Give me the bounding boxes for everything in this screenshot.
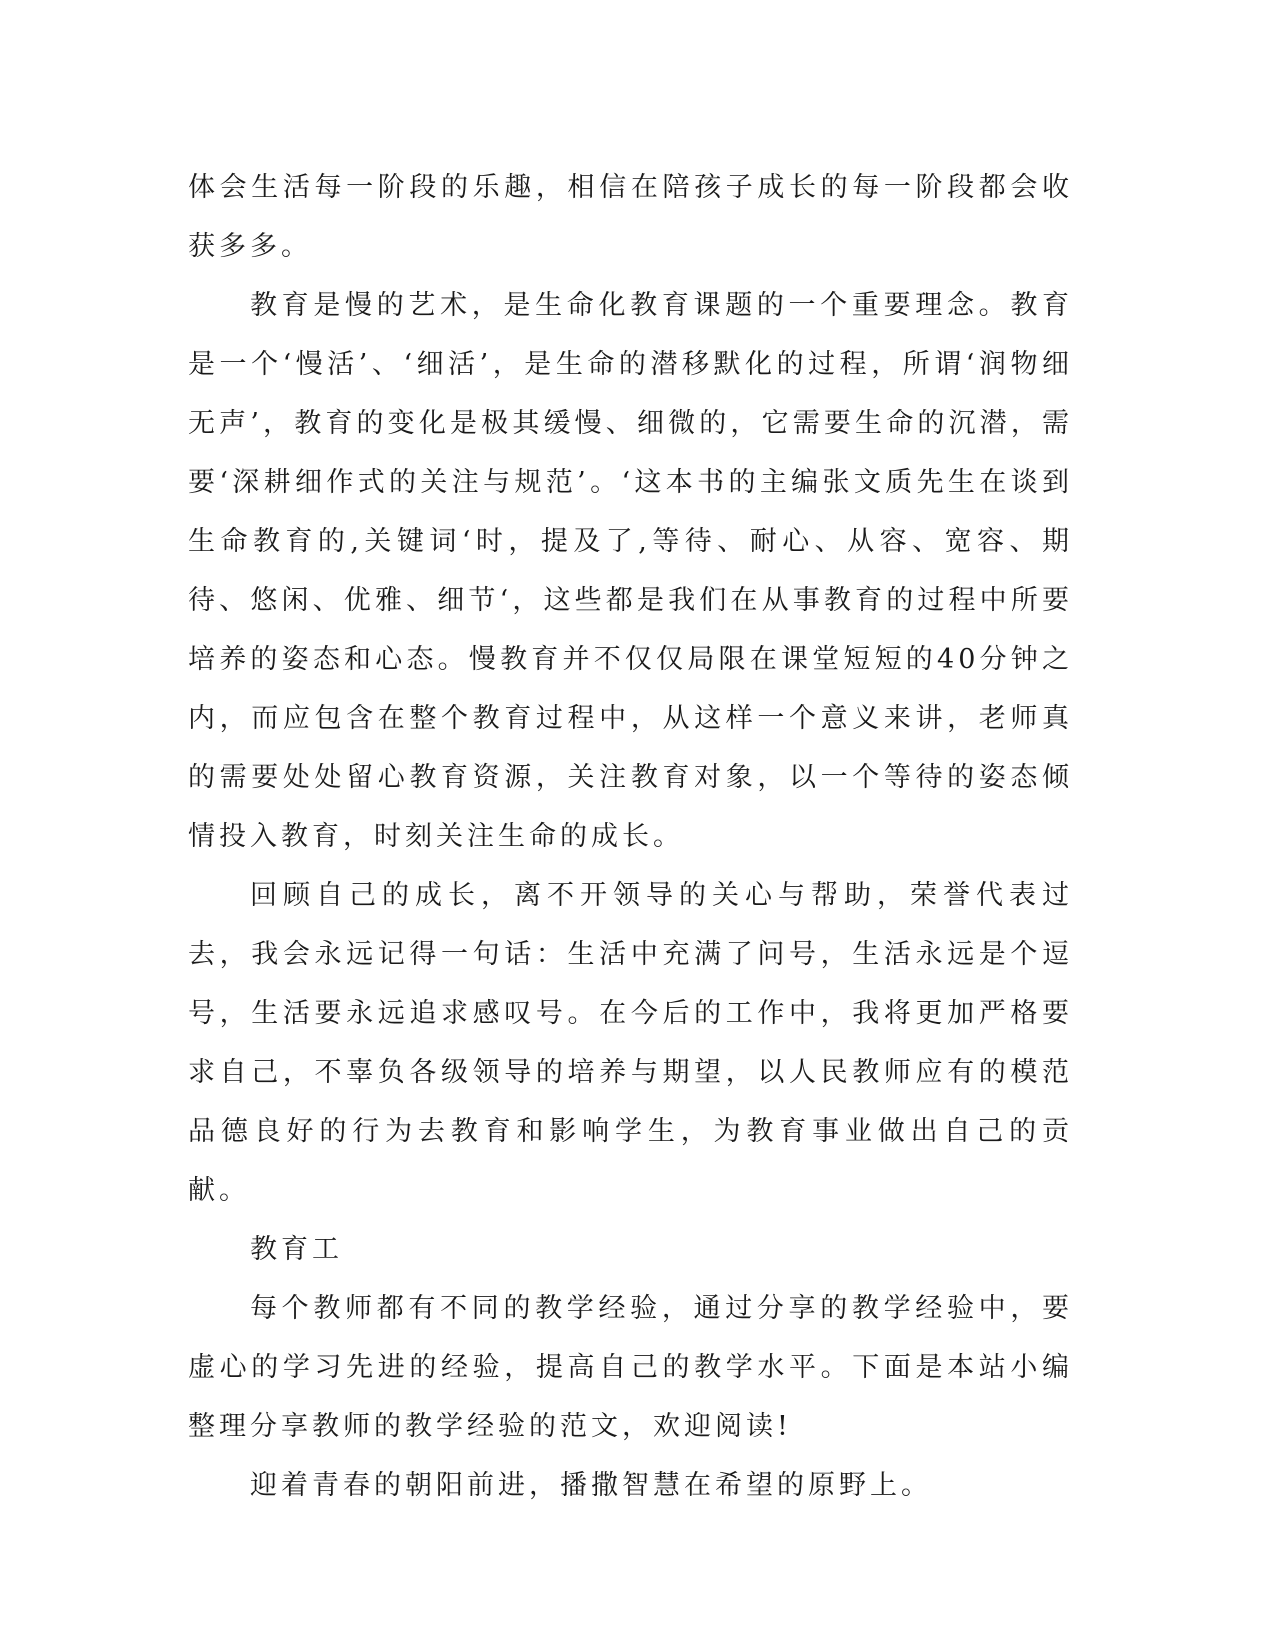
document-body <box>188 158 1073 1515</box>
paragraph-4: 每个教师都有不同的教学经验，通过分享的教学经验中，要虚心的学习先进的经验，提高自己的教学水平。下面是本站小编整理分享教师的教学经验的范文，欢迎阅读! <box>188 1293 1073 1442</box>
section-heading: 教育工 <box>250 1234 343 1265</box>
paragraph-1: 体会生活每一阶段的乐趣，相信在陪孩子成长的每一阶段都会收获多多。 <box>188 172 1073 262</box>
paragraph-5: 迎着青春的朝阳前进，播撒智慧在希望的原野上。 <box>250 1470 932 1501</box>
paragraph-2: 教育是慢的艺术，是生命化教育课题的一个重要理念。教育是一个‘慢活’、‘细活’，是生命的潜移默化的过程，所谓‘润物细无声’，教育的变化是极其缓慢、细微的，它需要生命的沉潜，需要‘深耕细作式的关注与规范’。‘这本书的主编张文质先生在谈到生命教育的,关键词‘时，提及了,等待、耐心、从容、宽容、期待、悠闲、优雅、细节‘，这些都是我们在从事教育的过程中所要培养的姿态和心态。慢教育并不仅仅局限在课堂短短的40分钟之内，而应包含在整个教育过程中，从这样一个意义来讲，老师真的需要处处留心教育资源，关注教育对象，以一个等待的姿态倾情投入教育，时刻关注生命的成长。 <box>188 290 1073 852</box>
paragraph-3: 回顾自己的成长，离不开领导的关心与帮助，荣誉代表过去，我会永远记得一句话：生活中充满了问号，生活永远是个逗号，生活要永远追求感叹号。在今后的工作中，我将更加严格要求自己，不辜负各级领导的培养与期望，以人民教师应有的模范品德良好的行为去教育和影响学生，为教育事业做出自己的贡献。 <box>188 880 1073 1206</box>
